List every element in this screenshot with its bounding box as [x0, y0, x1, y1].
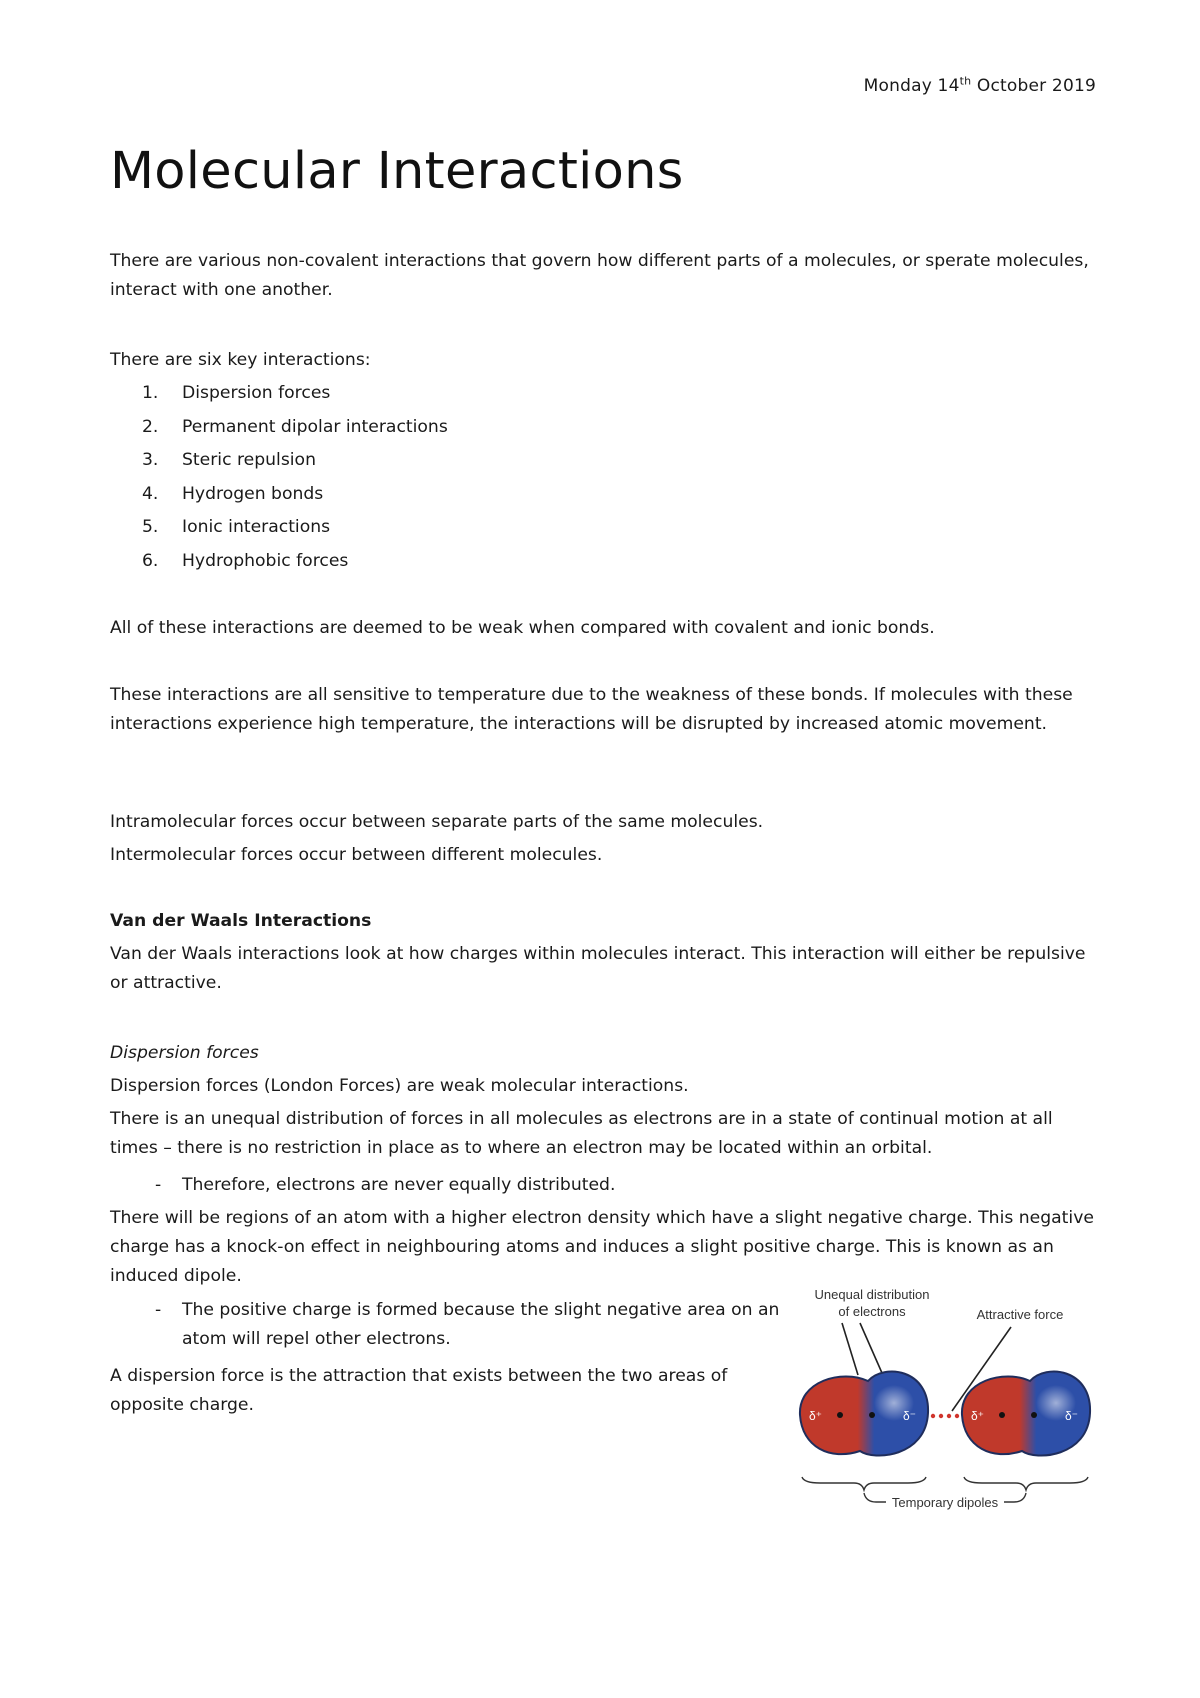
intro-paragraph: There are various non-covalent interactions that govern how different parts of a molecules, or sperate molecules, interact with one another.	[110, 251, 1089, 300]
dash-item-positive-charge	[110, 1296, 780, 1354]
date-day: Monday 14	[863, 76, 960, 96]
key-interactions-intro: There are six key interactions:	[110, 350, 371, 370]
dash-text: Therefore, electrons are never equally distributed.	[182, 1175, 616, 1195]
list-label: Permanent dipolar interactions	[182, 416, 448, 437]
date-rest: October 2019	[971, 76, 1096, 96]
brace-right	[964, 1477, 1088, 1490]
list-number: 4.	[142, 483, 159, 504]
label-delta-plus-left: δ⁺	[809, 1409, 823, 1423]
vdw-paragraph: Van der Waals interactions look at how charges within molecules interact. This interaction will either be repulsive or attractive.	[110, 944, 1086, 993]
dash-bullet: -	[155, 1300, 162, 1320]
list-number: 3.	[142, 450, 159, 470]
dispersion-paragraph-3: There will be regions of an atom with a higher electron density which have a slight negative charge. This negative charge has a knock-on effect in neighbouring atoms and induces a slight positive charge. This is known as an induced dipole.	[110, 1208, 1094, 1286]
nucleus-dot	[999, 1412, 1005, 1418]
key-interactions-list	[110, 377, 448, 578]
list-item	[110, 478, 448, 512]
list-label: Ionic interactions	[182, 517, 331, 537]
brace-left	[802, 1477, 926, 1490]
attraction-dot	[955, 1414, 959, 1418]
intermolecular-note: Intermolecular forces occur between different molecules.	[110, 845, 603, 865]
label-delta-minus-right: δ⁻	[1065, 1409, 1079, 1423]
page-title: Molecular Interactions	[110, 142, 684, 201]
list-number: 1.	[142, 383, 159, 403]
label-unequal-1: Unequal distribution	[814, 1287, 930, 1302]
label-delta-plus-right: δ⁺	[971, 1409, 985, 1423]
document-date	[864, 76, 1096, 96]
list-number: 2.	[142, 416, 159, 437]
dispersion-paragraph-4: A dispersion force is the attraction that exists between the two areas of opposite charge.	[110, 1366, 728, 1415]
nucleus-dot	[1031, 1412, 1037, 1418]
dispersion-heading: Dispersion forces	[110, 1043, 259, 1063]
list-item	[110, 545, 448, 579]
vdw-heading: Van der Waals Interactions	[110, 911, 372, 931]
list-number: 6.	[142, 550, 159, 571]
weak-note: All of these interactions are deemed to be weak when compared with covalent and ionic bonds.	[110, 618, 935, 638]
attraction-dot	[947, 1414, 951, 1418]
list-label: Hydrophobic forces	[182, 550, 349, 571]
temporary-dipoles-figure	[790, 1285, 1100, 1525]
dash-text: The positive charge is formed because the slight negative area on an atom will repel other electrons.	[182, 1300, 780, 1349]
dash-item-electrons	[110, 1171, 1100, 1200]
list-number: 5.	[142, 517, 159, 537]
brace-join-right	[1004, 1493, 1026, 1502]
attraction-dot	[931, 1414, 935, 1418]
label-attractive-force: Attractive force	[976, 1307, 1064, 1322]
nucleus-dot	[869, 1412, 875, 1418]
date-suffix: th	[959, 74, 972, 88]
dash-bullet: -	[155, 1175, 162, 1195]
list-label: Dispersion forces	[182, 383, 331, 403]
list-label: Hydrogen bonds	[182, 483, 324, 504]
dispersion-paragraph-1: Dispersion forces (London Forces) are weak molecular interactions.	[110, 1076, 689, 1096]
label-temporary-dipoles: Temporary dipoles	[891, 1495, 999, 1510]
intramolecular-note: Intramolecular forces occur between separate parts of the same molecules.	[110, 812, 764, 832]
brace-join-left	[864, 1493, 886, 1502]
list-item	[110, 444, 448, 478]
temperature-note: These interactions are all sensitive to temperature due to the weakness of these bonds. If molecules with these interactions experience high temperature, the interactions will be disrupted by increased atomic movement.	[110, 685, 1073, 734]
pointer-line-left	[842, 1323, 858, 1375]
dispersion-paragraph-2: There is an unequal distribution of forces in all molecules as electrons are in a state of continual motion at all times – there is no restriction in place as to where an electron may be located within an orbital.	[110, 1109, 1053, 1158]
label-unequal-2: of electrons	[838, 1304, 906, 1319]
nucleus-dot	[837, 1412, 843, 1418]
list-item	[110, 511, 448, 545]
list-item	[110, 411, 448, 445]
label-delta-minus-left: δ⁻	[903, 1409, 917, 1423]
list-item	[110, 377, 448, 411]
pointer-line-right	[860, 1323, 882, 1373]
attraction-dot	[939, 1414, 943, 1418]
list-label: Steric repulsion	[182, 450, 316, 470]
